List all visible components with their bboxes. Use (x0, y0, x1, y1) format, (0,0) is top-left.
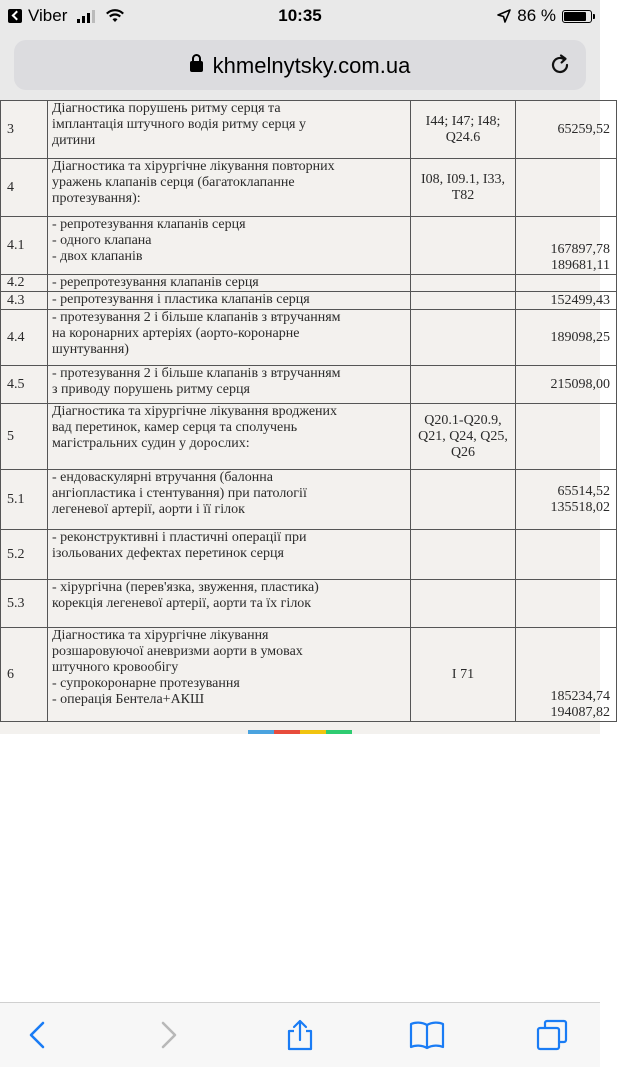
row-code (411, 628, 516, 722)
table-row (1, 530, 617, 580)
row-description-line: легеневої артерії, аорти і її гілок (52, 502, 245, 517)
row-price (516, 159, 617, 217)
back-app-label[interactable]: Viber (28, 6, 68, 25)
battery-icon (562, 10, 592, 23)
row-price (516, 310, 617, 366)
row-code (411, 530, 516, 580)
row-description-line: - протезування 2 і більше клапанів з втручанням (52, 366, 341, 381)
row-description-line: магістральних судин у дорослих: (52, 436, 250, 451)
table-row (1, 628, 617, 722)
row-price-line: 189681,11 (551, 258, 610, 273)
row-code (411, 580, 516, 628)
row-price (516, 217, 617, 275)
row-price-line: 185234,74 (550, 689, 610, 704)
row-number: 4.3 (1, 292, 48, 310)
row-price-line: 152499,43 (550, 292, 610, 308)
row-description-line: корекція легеневої артерії, аорти та їх гілок (52, 596, 312, 611)
table-row (1, 159, 617, 217)
row-description-line: - реконструктивні і пластичні операції при (52, 530, 307, 545)
row-number: 5.2 (1, 530, 48, 580)
table-row (1, 101, 617, 159)
row-description-line: - одного клапана (52, 233, 152, 248)
row-description-line: - супрокоронарне протезування (52, 676, 240, 691)
price-table (0, 100, 617, 722)
row-code (411, 101, 516, 159)
row-price (516, 275, 617, 292)
address-bar-area (0, 32, 600, 100)
row-number: 4.4 (1, 310, 48, 366)
row-description-line: ангіопластика і стентування) при патології (52, 486, 307, 501)
row-price (516, 470, 617, 530)
row-description-line: уражень клапанів серця (багатоклапанне (52, 175, 295, 190)
tabs-button[interactable] (536, 1019, 568, 1051)
row-number: 3 (1, 101, 48, 159)
row-price (516, 404, 617, 470)
strip-segment (300, 730, 326, 734)
row-price-line: 65259,52 (557, 121, 610, 137)
table-row (1, 217, 617, 275)
row-price-line: 135518,02 (550, 499, 610, 515)
row-number: 4.5 (1, 366, 48, 404)
row-price-line: 215098,00 (550, 376, 610, 392)
row-description-line: з приводу порушень ритму серця (52, 382, 250, 397)
row-number: 5.3 (1, 580, 48, 628)
row-description (48, 310, 411, 366)
row-price-line: 65514,52 (557, 483, 610, 499)
bookmarks-button[interactable] (408, 1019, 446, 1051)
strip-segment (248, 730, 274, 734)
row-description-line: імплантація штучного водія ритму серця у (52, 117, 306, 132)
row-code-line: T82 (451, 187, 475, 203)
table-row (1, 292, 617, 310)
status-time: 10:35 (278, 6, 322, 25)
row-price-line: 194087,82 (550, 705, 610, 720)
row-number: 6 (1, 628, 48, 722)
row-code (411, 292, 516, 310)
row-price (516, 628, 617, 722)
row-description (48, 217, 411, 275)
row-code-line: Q26 (450, 444, 476, 460)
row-description-line: - двох клапанів (52, 249, 143, 264)
row-description-line: - ендоваскулярні втручання (балонна (52, 470, 273, 485)
row-code-line: Q24.6 (445, 129, 481, 145)
row-description-line: - репротезування і пластика клапанів серця (52, 292, 310, 307)
row-description (48, 366, 411, 404)
location-arrow-icon (497, 9, 511, 23)
row-price (516, 101, 617, 159)
row-number: 4.1 (1, 217, 48, 275)
row-description-line: вад перетинок, камер серця та сполучень (52, 420, 298, 435)
table-row (1, 310, 617, 366)
bottom-toolbar (0, 1002, 600, 1067)
table-row (1, 470, 617, 530)
row-price-line: 189098,25 (550, 329, 610, 345)
table-row (1, 275, 617, 292)
url-text[interactable]: khmelnytsky.com.ua (212, 53, 411, 78)
loading-strip (248, 730, 352, 734)
row-description (48, 404, 411, 470)
row-description (48, 292, 411, 310)
table-row (1, 404, 617, 470)
battery-percent: 86 % (517, 6, 556, 25)
row-price (516, 292, 617, 310)
row-number: 4.2 (1, 275, 48, 292)
row-price (516, 530, 617, 580)
row-description-line: - репротезування клапанів серця (52, 217, 246, 232)
row-number: 5 (1, 404, 48, 470)
row-description (48, 275, 411, 292)
row-code-line: Q21, Q24, Q25, (418, 428, 508, 444)
row-description-line: - операція Бентела+АКШ (52, 692, 205, 707)
status-bar (0, 0, 600, 32)
row-description-line: Діагностика та хірургічне лікування повторних (52, 159, 335, 174)
lock-icon (190, 61, 203, 72)
row-number: 5.1 (1, 470, 48, 530)
row-description-line: - ререпротезування клапанів серця (52, 275, 259, 290)
row-description (48, 101, 411, 159)
back-button[interactable] (22, 1019, 54, 1051)
row-description-line: - хірургічна (перев'язка, звуження, пластика) (52, 580, 319, 595)
row-code (411, 159, 516, 217)
table-row (1, 366, 617, 404)
row-description (48, 530, 411, 580)
reload-icon[interactable] (548, 53, 572, 77)
share-button[interactable] (284, 1019, 316, 1051)
row-code (411, 470, 516, 530)
strip-segment (274, 730, 300, 734)
row-number: 4 (1, 159, 48, 217)
status-right (497, 6, 592, 26)
forward-button[interactable] (152, 1019, 184, 1051)
row-code (411, 310, 516, 366)
row-description-line: - протезування 2 і більше клапанів з втручанням (52, 310, 341, 325)
row-description-line: ізольованих дефектах перетинок серця (52, 546, 284, 561)
document-image (0, 100, 610, 734)
row-code-line: I 71 (451, 666, 475, 682)
row-description (48, 470, 411, 530)
row-description-line: дитини (52, 133, 96, 148)
row-description-line: штучного кровообігу (52, 660, 179, 675)
row-description (48, 580, 411, 628)
row-code (411, 366, 516, 404)
address-bar[interactable] (14, 40, 586, 90)
row-description-line: протезування): (52, 191, 141, 206)
row-price (516, 580, 617, 628)
row-description-line: на коронарних артеріях (аорто-коронарне (52, 326, 300, 341)
row-code (411, 217, 516, 275)
row-price-line: 167897,78 (550, 242, 610, 257)
row-description-line: Діагностика порушень ритму серця та (52, 101, 281, 116)
row-code-line: I44; I47; I48; (425, 113, 501, 129)
row-code-line: I08, I09.1, I33, (421, 171, 505, 187)
row-price (516, 366, 617, 404)
row-description-line: Діагностика та хірургічне лікування вроджених (52, 404, 338, 419)
strip-segment (326, 730, 352, 734)
table-row (1, 580, 617, 628)
url-display[interactable] (14, 53, 586, 79)
row-code-line: Q20.1-Q20.9, (424, 412, 502, 428)
row-description-line: розшаровуючої аневризми аорти в умовах (52, 644, 303, 659)
row-code (411, 404, 516, 470)
row-code (411, 275, 516, 292)
row-description-line: Діагностика та хірургічне лікування (52, 628, 269, 643)
row-description (48, 159, 411, 217)
row-description (48, 628, 411, 722)
row-description-line: шунтування) (52, 342, 129, 357)
